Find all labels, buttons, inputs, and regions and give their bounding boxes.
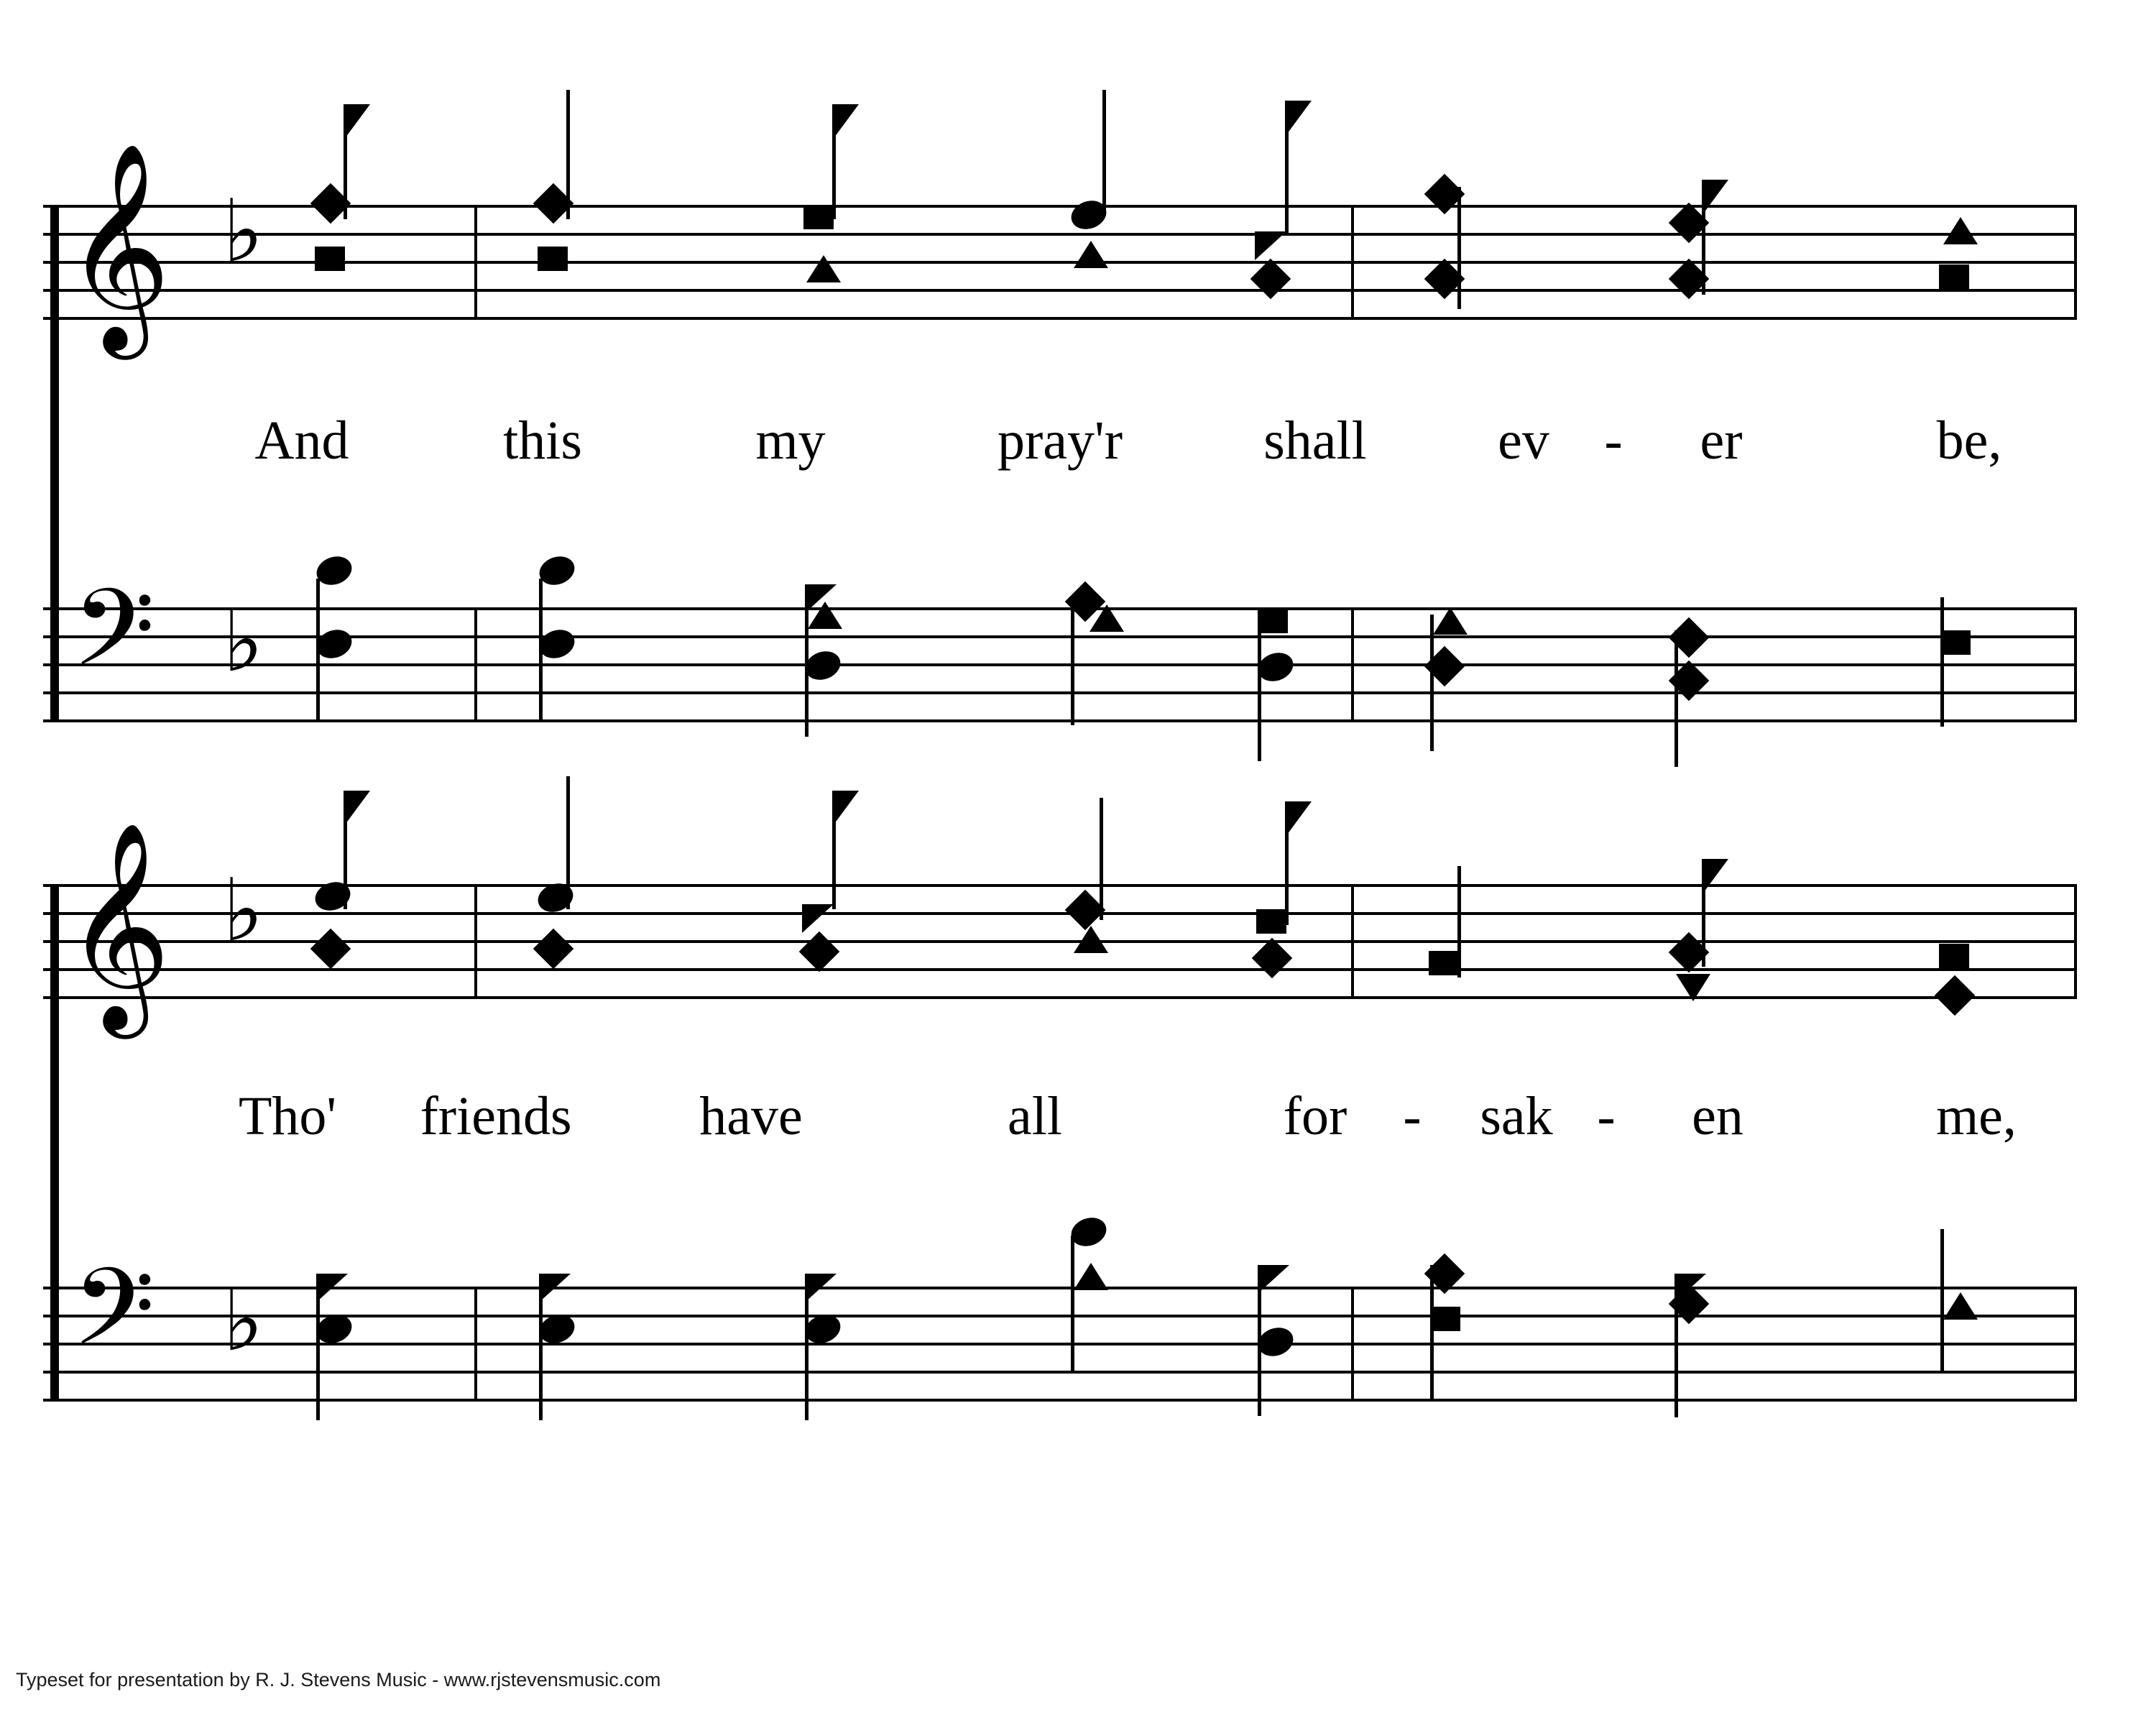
note-head-square xyxy=(538,247,568,271)
note-head-triangle xyxy=(1943,217,1978,244)
lyric-syllable: sak xyxy=(1480,1086,1553,1146)
music-system-2 xyxy=(0,819,2156,1624)
note-head-flag xyxy=(1258,1265,1289,1294)
staff-line xyxy=(43,1399,2077,1402)
staff-line xyxy=(43,996,2077,999)
note-stem xyxy=(1674,630,1678,767)
lyric-syllable: Tho' xyxy=(238,1086,337,1146)
staff-line xyxy=(43,1343,2077,1346)
barline xyxy=(2074,205,2077,320)
staff-line xyxy=(43,1315,2077,1317)
note-stem xyxy=(1102,90,1106,216)
note-head-square xyxy=(1256,909,1286,934)
staff-line xyxy=(43,912,2077,915)
note-stem xyxy=(1071,1236,1074,1372)
staff-line xyxy=(43,317,2077,320)
lyric-syllable: ev xyxy=(1498,410,1549,471)
note-head-triangle xyxy=(1089,604,1124,632)
note-stem xyxy=(1100,798,1103,920)
note-head-square xyxy=(1939,264,1969,289)
note-head-flag xyxy=(802,904,834,933)
note-head-flag xyxy=(1255,231,1286,260)
lyric-syllable: er xyxy=(1700,410,1743,471)
note-flag xyxy=(1704,859,1728,892)
note-stem xyxy=(1430,615,1434,751)
treble-clef-icon: 𝄞 xyxy=(65,141,171,350)
barline xyxy=(2074,607,2077,722)
staff-line xyxy=(43,940,2077,943)
note-stem xyxy=(1457,187,1461,309)
staff-line xyxy=(43,1287,2077,1289)
lyric-syllable: for xyxy=(1283,1086,1348,1146)
note-flag xyxy=(1704,180,1728,213)
lyric-syllable: en xyxy=(1692,1086,1743,1146)
staff-line xyxy=(43,663,2077,666)
note-flag xyxy=(1287,801,1312,834)
staff-line xyxy=(43,884,2077,887)
note-head-flag xyxy=(805,1274,837,1302)
note-head-square xyxy=(1939,944,1969,968)
note-flag xyxy=(834,104,859,137)
lyric-syllable: all xyxy=(1008,1086,1062,1146)
bass-clef-icon: 𝄢 xyxy=(72,1246,155,1396)
barline xyxy=(1351,884,1354,999)
staff-line xyxy=(43,968,2077,971)
staff-lines xyxy=(43,607,2077,722)
note-head-triangle xyxy=(806,255,841,282)
staff-line xyxy=(43,289,2077,292)
staff-line xyxy=(43,719,2077,722)
lyric-syllable: this xyxy=(503,410,582,471)
barline xyxy=(474,607,477,722)
note-head-triangle xyxy=(1433,607,1468,635)
note-head-triangle xyxy=(1943,1292,1978,1320)
key-signature-flat-icon: ♭ xyxy=(223,592,264,691)
note-flag xyxy=(1287,101,1312,134)
key-signature-flat-icon: ♭ xyxy=(223,182,264,282)
note-head-triangle xyxy=(1074,926,1108,953)
staff-line xyxy=(43,233,2077,236)
note-head-triangle-down xyxy=(1676,974,1710,1001)
note-head-flag xyxy=(316,1274,348,1302)
staff-line xyxy=(43,607,2077,610)
footer-credit: Typeset for presentation by R. J. Stevens Music - www.rjstevensmusic.com xyxy=(16,1669,661,1690)
lyric-syllable: friends xyxy=(420,1086,572,1146)
lyric-hyphen: - xyxy=(1597,1086,1616,1146)
lyric-syllable: And xyxy=(254,410,349,471)
lyric-hyphen: - xyxy=(1403,1086,1422,1146)
note-head-square xyxy=(1258,609,1288,633)
note-stem xyxy=(805,1284,808,1420)
barline xyxy=(2074,1287,2077,1402)
barline xyxy=(1351,607,1354,722)
barline xyxy=(474,1287,477,1402)
note-stem xyxy=(316,1284,320,1420)
barline xyxy=(1351,1287,1354,1402)
note-flag xyxy=(346,104,370,137)
note-flag xyxy=(834,791,859,824)
staff-lines xyxy=(43,1287,2077,1402)
staff-lines xyxy=(43,884,2077,999)
note-stem xyxy=(1071,596,1074,725)
staff-line xyxy=(43,1371,2077,1374)
key-signature-flat-icon: ♭ xyxy=(223,861,264,961)
staff-line xyxy=(43,261,2077,264)
note-head-flag xyxy=(539,1274,571,1302)
barline xyxy=(1351,205,1354,320)
barline xyxy=(2074,884,2077,999)
note-stem xyxy=(1430,1265,1434,1402)
lyric-syllable: my xyxy=(755,410,826,471)
note-flag xyxy=(346,791,370,824)
note-head-square xyxy=(1429,951,1459,975)
note-head-triangle xyxy=(1074,1263,1108,1290)
lyric-syllable: have xyxy=(699,1086,803,1146)
lyric-syllable: shall xyxy=(1263,410,1367,471)
treble-clef-icon: 𝄞 xyxy=(65,820,171,1029)
barline xyxy=(474,884,477,999)
lyric-hyphen: - xyxy=(1604,410,1623,471)
note-stem xyxy=(539,1284,543,1420)
bass-clef-icon: 𝄢 xyxy=(72,566,155,717)
note-head-square xyxy=(1430,1307,1460,1331)
key-signature-flat-icon: ♭ xyxy=(223,1271,264,1371)
lyric-syllable: be, xyxy=(1936,410,2002,471)
note-stem xyxy=(1940,597,1944,727)
staff-line xyxy=(43,691,2077,694)
note-head-triangle xyxy=(808,602,842,629)
staff-lines xyxy=(43,205,2077,320)
note-head-square xyxy=(315,247,345,271)
music-system-1 xyxy=(0,0,2156,819)
note-head-triangle xyxy=(1074,241,1108,268)
note-head-square xyxy=(1940,630,1971,655)
note-head-square xyxy=(803,205,834,229)
lyric-syllable: me, xyxy=(1936,1086,2017,1146)
note-stem xyxy=(1258,617,1261,761)
lyric-syllable: pray'r xyxy=(997,410,1123,471)
barline xyxy=(474,205,477,320)
